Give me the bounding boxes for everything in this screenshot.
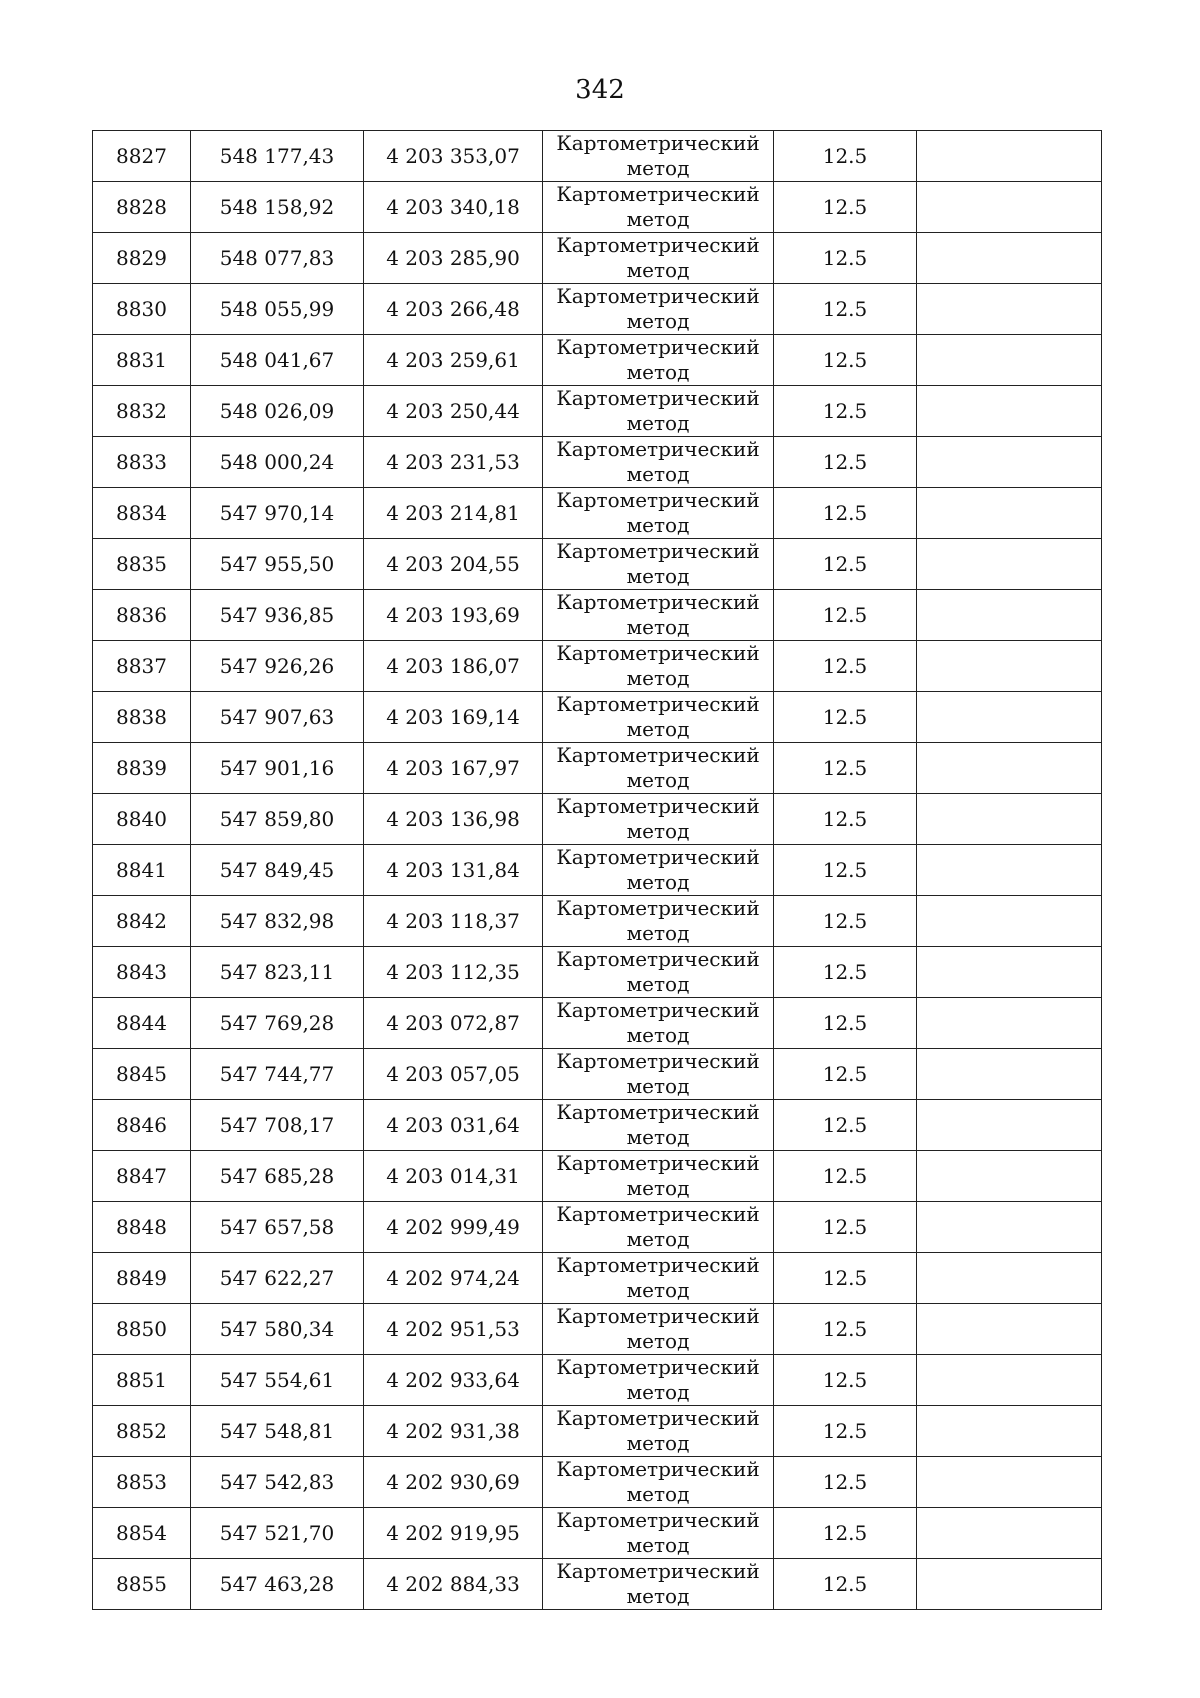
precision-value: 12.5 bbox=[822, 1521, 868, 1545]
table-row bbox=[93, 896, 1102, 947]
precision-value: 12.5 bbox=[822, 1266, 868, 1290]
precision-cell bbox=[774, 845, 917, 896]
note-cell bbox=[917, 488, 1102, 539]
y-coordinate-cell: 4 202 999,49 bbox=[364, 1202, 543, 1253]
method-label-line1: Картометрический bbox=[556, 1100, 760, 1124]
precision-value: 12.5 bbox=[822, 501, 868, 525]
method-label-line2: метод bbox=[626, 207, 690, 231]
precision-cell bbox=[774, 1508, 917, 1559]
method-label-line2: метод bbox=[626, 1584, 690, 1608]
method-cell bbox=[543, 1508, 774, 1559]
precision-cell bbox=[774, 692, 917, 743]
x-coordinate-cell: 547 901,16 bbox=[191, 743, 364, 794]
precision-cell bbox=[774, 182, 917, 233]
point-number-cell: 8844 bbox=[93, 998, 191, 1049]
precision-cell bbox=[774, 1355, 917, 1406]
method-cell bbox=[543, 1355, 774, 1406]
method-cell bbox=[543, 335, 774, 386]
method-label-line1: Картометрический bbox=[556, 386, 760, 410]
x-coordinate-cell: 547 685,28 bbox=[191, 1151, 364, 1202]
note-cell bbox=[917, 1355, 1102, 1406]
method-label-line2: метод bbox=[626, 1176, 690, 1200]
y-coordinate-cell: 4 203 259,61 bbox=[364, 335, 543, 386]
precision-cell bbox=[774, 233, 917, 284]
precision-value: 12.5 bbox=[822, 144, 868, 168]
precision-cell bbox=[774, 488, 917, 539]
y-coordinate-cell: 4 203 231,53 bbox=[364, 437, 543, 488]
x-coordinate-cell: 547 955,50 bbox=[191, 539, 364, 590]
method-label-line2: метод bbox=[626, 258, 690, 282]
table-row bbox=[93, 1304, 1102, 1355]
method-cell bbox=[543, 1406, 774, 1457]
x-coordinate-cell: 548 158,92 bbox=[191, 182, 364, 233]
precision-value: 12.5 bbox=[822, 654, 868, 678]
method-cell bbox=[543, 182, 774, 233]
precision-cell bbox=[774, 1049, 917, 1100]
x-coordinate-cell: 547 521,70 bbox=[191, 1508, 364, 1559]
precision-value: 12.5 bbox=[822, 1011, 868, 1035]
precision-cell bbox=[774, 1100, 917, 1151]
precision-value: 12.5 bbox=[822, 450, 868, 474]
method-cell bbox=[543, 947, 774, 998]
precision-value: 12.5 bbox=[822, 705, 868, 729]
precision-value: 12.5 bbox=[822, 1317, 868, 1341]
method-label-line2: метод bbox=[626, 615, 690, 639]
y-coordinate-cell: 4 203 112,35 bbox=[364, 947, 543, 998]
precision-cell bbox=[774, 641, 917, 692]
note-cell bbox=[917, 1100, 1102, 1151]
method-label-line2: метод bbox=[626, 666, 690, 690]
note-cell bbox=[917, 590, 1102, 641]
method-label-line1: Картометрический bbox=[556, 1406, 760, 1430]
method-label-line2: метод bbox=[626, 462, 690, 486]
coordinates-table bbox=[92, 130, 1102, 1610]
precision-cell bbox=[774, 131, 917, 182]
y-coordinate-cell: 4 203 118,37 bbox=[364, 896, 543, 947]
point-number-cell: 8850 bbox=[93, 1304, 191, 1355]
note-cell bbox=[917, 998, 1102, 1049]
x-coordinate-cell: 548 041,67 bbox=[191, 335, 364, 386]
method-label-line1: Картометрический bbox=[556, 284, 760, 308]
table-row bbox=[93, 1100, 1102, 1151]
method-label-line2: метод bbox=[626, 156, 690, 180]
point-number-cell: 8838 bbox=[93, 692, 191, 743]
method-cell bbox=[543, 233, 774, 284]
precision-value: 12.5 bbox=[822, 1572, 868, 1596]
precision-cell bbox=[774, 743, 917, 794]
y-coordinate-cell: 4 203 214,81 bbox=[364, 488, 543, 539]
method-label-line2: метод bbox=[626, 972, 690, 996]
point-number-cell: 8828 bbox=[93, 182, 191, 233]
method-label-line1: Картометрический bbox=[556, 182, 760, 206]
method-cell bbox=[543, 284, 774, 335]
point-number-cell: 8829 bbox=[93, 233, 191, 284]
point-number-cell: 8831 bbox=[93, 335, 191, 386]
x-coordinate-cell: 547 744,77 bbox=[191, 1049, 364, 1100]
table-row bbox=[93, 131, 1102, 182]
method-label-line1: Картометрический bbox=[556, 692, 760, 716]
y-coordinate-cell: 4 203 353,07 bbox=[364, 131, 543, 182]
y-coordinate-cell: 4 203 169,14 bbox=[364, 692, 543, 743]
y-coordinate-cell: 4 203 136,98 bbox=[364, 794, 543, 845]
precision-value: 12.5 bbox=[822, 348, 868, 372]
note-cell bbox=[917, 1304, 1102, 1355]
table-row bbox=[93, 743, 1102, 794]
note-cell bbox=[917, 845, 1102, 896]
method-cell bbox=[543, 539, 774, 590]
note-cell bbox=[917, 539, 1102, 590]
method-cell bbox=[543, 437, 774, 488]
point-number-cell: 8827 bbox=[93, 131, 191, 182]
method-label-line2: метод bbox=[626, 1329, 690, 1353]
method-label-line2: метод bbox=[626, 1074, 690, 1098]
x-coordinate-cell: 548 000,24 bbox=[191, 437, 364, 488]
method-cell bbox=[543, 896, 774, 947]
method-label-line2: метод bbox=[626, 1431, 690, 1455]
method-label-line1: Картометрический bbox=[556, 998, 760, 1022]
precision-value: 12.5 bbox=[822, 807, 868, 831]
note-cell bbox=[917, 794, 1102, 845]
note-cell bbox=[917, 1202, 1102, 1253]
precision-cell bbox=[774, 794, 917, 845]
method-label-line1: Картометрический bbox=[556, 131, 760, 155]
precision-cell bbox=[774, 1304, 917, 1355]
table-row bbox=[93, 1151, 1102, 1202]
y-coordinate-cell: 4 203 057,05 bbox=[364, 1049, 543, 1100]
x-coordinate-cell: 547 859,80 bbox=[191, 794, 364, 845]
table-row bbox=[93, 539, 1102, 590]
note-cell bbox=[917, 335, 1102, 386]
precision-value: 12.5 bbox=[822, 756, 868, 780]
y-coordinate-cell: 4 203 072,87 bbox=[364, 998, 543, 1049]
precision-cell bbox=[774, 386, 917, 437]
method-cell bbox=[543, 998, 774, 1049]
precision-value: 12.5 bbox=[822, 195, 868, 219]
method-label-line1: Картометрический bbox=[556, 1304, 760, 1328]
method-label-line2: метод bbox=[626, 1023, 690, 1047]
table-row bbox=[93, 845, 1102, 896]
note-cell bbox=[917, 1457, 1102, 1508]
point-number-cell: 8853 bbox=[93, 1457, 191, 1508]
method-cell bbox=[543, 1304, 774, 1355]
precision-cell bbox=[774, 1457, 917, 1508]
table-row bbox=[93, 1406, 1102, 1457]
method-cell bbox=[543, 1559, 774, 1610]
precision-cell bbox=[774, 1202, 917, 1253]
x-coordinate-cell: 547 554,61 bbox=[191, 1355, 364, 1406]
point-number-cell: 8851 bbox=[93, 1355, 191, 1406]
method-label-line2: метод bbox=[626, 513, 690, 537]
table-row bbox=[93, 1049, 1102, 1100]
method-cell bbox=[543, 1457, 774, 1508]
y-coordinate-cell: 4 202 919,95 bbox=[364, 1508, 543, 1559]
point-number-cell: 8852 bbox=[93, 1406, 191, 1457]
method-label-line1: Картометрический bbox=[556, 1049, 760, 1073]
table-row bbox=[93, 692, 1102, 743]
method-label-line2: метод bbox=[626, 1482, 690, 1506]
x-coordinate-cell: 547 622,27 bbox=[191, 1253, 364, 1304]
y-coordinate-cell: 4 203 131,84 bbox=[364, 845, 543, 896]
method-label-line1: Картометрический bbox=[556, 1457, 760, 1481]
method-label-line2: метод bbox=[626, 1278, 690, 1302]
point-number-cell: 8841 bbox=[93, 845, 191, 896]
y-coordinate-cell: 4 203 204,55 bbox=[364, 539, 543, 590]
point-number-cell: 8854 bbox=[93, 1508, 191, 1559]
method-label-line1: Картометрический bbox=[556, 1355, 760, 1379]
table-row bbox=[93, 998, 1102, 1049]
page-number: 342 bbox=[575, 75, 625, 105]
precision-value: 12.5 bbox=[822, 858, 868, 882]
x-coordinate-cell: 547 823,11 bbox=[191, 947, 364, 998]
note-cell bbox=[917, 284, 1102, 335]
point-number-cell: 8848 bbox=[93, 1202, 191, 1253]
note-cell bbox=[917, 1559, 1102, 1610]
note-cell bbox=[917, 641, 1102, 692]
method-cell bbox=[543, 1151, 774, 1202]
point-number-cell: 8846 bbox=[93, 1100, 191, 1151]
note-cell bbox=[917, 947, 1102, 998]
table-row bbox=[93, 590, 1102, 641]
precision-value: 12.5 bbox=[822, 552, 868, 576]
precision-cell bbox=[774, 590, 917, 641]
x-coordinate-cell: 547 907,63 bbox=[191, 692, 364, 743]
y-coordinate-cell: 4 203 266,48 bbox=[364, 284, 543, 335]
point-number-cell: 8855 bbox=[93, 1559, 191, 1610]
point-number-cell: 8847 bbox=[93, 1151, 191, 1202]
y-coordinate-cell: 4 202 951,53 bbox=[364, 1304, 543, 1355]
y-coordinate-cell: 4 203 031,64 bbox=[364, 1100, 543, 1151]
method-label-line2: метод bbox=[626, 1533, 690, 1557]
point-number-cell: 8832 bbox=[93, 386, 191, 437]
method-cell bbox=[543, 1253, 774, 1304]
table-row bbox=[93, 947, 1102, 998]
method-label-line2: метод bbox=[626, 819, 690, 843]
note-cell bbox=[917, 233, 1102, 284]
table-row bbox=[93, 233, 1102, 284]
method-label-line1: Картометрический bbox=[556, 590, 760, 614]
method-label-line2: метод bbox=[626, 1380, 690, 1404]
table-row bbox=[93, 1457, 1102, 1508]
note-cell bbox=[917, 386, 1102, 437]
point-number-cell: 8837 bbox=[93, 641, 191, 692]
table-row bbox=[93, 1559, 1102, 1610]
method-label-line2: метод bbox=[626, 870, 690, 894]
method-cell bbox=[543, 590, 774, 641]
table-row bbox=[93, 641, 1102, 692]
y-coordinate-cell: 4 203 014,31 bbox=[364, 1151, 543, 1202]
x-coordinate-cell: 547 849,45 bbox=[191, 845, 364, 896]
method-label-line1: Картометрический bbox=[556, 488, 760, 512]
method-label-line1: Картометрический bbox=[556, 947, 760, 971]
precision-value: 12.5 bbox=[822, 1215, 868, 1239]
note-cell bbox=[917, 437, 1102, 488]
precision-cell bbox=[774, 998, 917, 1049]
x-coordinate-cell: 548 177,43 bbox=[191, 131, 364, 182]
method-cell bbox=[543, 641, 774, 692]
point-number-cell: 8839 bbox=[93, 743, 191, 794]
method-label-line2: метод bbox=[626, 564, 690, 588]
method-label-line2: метод bbox=[626, 1125, 690, 1149]
method-cell bbox=[543, 794, 774, 845]
y-coordinate-cell: 4 202 931,38 bbox=[364, 1406, 543, 1457]
precision-cell bbox=[774, 539, 917, 590]
table-row bbox=[93, 386, 1102, 437]
method-label-line1: Картометрический bbox=[556, 1151, 760, 1175]
method-label-line1: Картометрический bbox=[556, 896, 760, 920]
note-cell bbox=[917, 1151, 1102, 1202]
table-row bbox=[93, 488, 1102, 539]
y-coordinate-cell: 4 203 250,44 bbox=[364, 386, 543, 437]
method-label-line1: Картометрический bbox=[556, 335, 760, 359]
point-number-cell: 8843 bbox=[93, 947, 191, 998]
x-coordinate-cell: 547 463,28 bbox=[191, 1559, 364, 1610]
point-number-cell: 8833 bbox=[93, 437, 191, 488]
y-coordinate-cell: 4 203 167,97 bbox=[364, 743, 543, 794]
note-cell bbox=[917, 1049, 1102, 1100]
precision-value: 12.5 bbox=[822, 1062, 868, 1086]
point-number-cell: 8849 bbox=[93, 1253, 191, 1304]
x-coordinate-cell: 547 926,26 bbox=[191, 641, 364, 692]
precision-cell bbox=[774, 284, 917, 335]
method-label-line1: Картометрический bbox=[556, 1559, 760, 1583]
table-row bbox=[93, 437, 1102, 488]
table-row bbox=[93, 1202, 1102, 1253]
method-label-line1: Картометрический bbox=[556, 1202, 760, 1226]
method-cell bbox=[543, 692, 774, 743]
method-label-line2: метод bbox=[626, 309, 690, 333]
y-coordinate-cell: 4 202 933,64 bbox=[364, 1355, 543, 1406]
precision-value: 12.5 bbox=[822, 1113, 868, 1137]
x-coordinate-cell: 547 769,28 bbox=[191, 998, 364, 1049]
method-label-line1: Картометрический bbox=[556, 233, 760, 257]
note-cell bbox=[917, 1508, 1102, 1559]
method-cell bbox=[543, 845, 774, 896]
y-coordinate-cell: 4 203 193,69 bbox=[364, 590, 543, 641]
table-row bbox=[93, 1355, 1102, 1406]
method-cell bbox=[543, 131, 774, 182]
table-row bbox=[93, 335, 1102, 386]
note-cell bbox=[917, 182, 1102, 233]
method-cell bbox=[543, 1202, 774, 1253]
method-cell bbox=[543, 386, 774, 437]
precision-cell bbox=[774, 437, 917, 488]
method-label-line2: метод bbox=[626, 1227, 690, 1251]
method-label-line1: Картометрический bbox=[556, 794, 760, 818]
x-coordinate-cell: 547 832,98 bbox=[191, 896, 364, 947]
point-number-cell: 8840 bbox=[93, 794, 191, 845]
x-coordinate-cell: 548 077,83 bbox=[191, 233, 364, 284]
note-cell bbox=[917, 743, 1102, 794]
precision-cell bbox=[774, 1559, 917, 1610]
method-label-line1: Картометрический bbox=[556, 437, 760, 461]
precision-value: 12.5 bbox=[822, 1470, 868, 1494]
precision-value: 12.5 bbox=[822, 1419, 868, 1443]
point-number-cell: 8836 bbox=[93, 590, 191, 641]
x-coordinate-cell: 547 548,81 bbox=[191, 1406, 364, 1457]
x-coordinate-cell: 547 708,17 bbox=[191, 1100, 364, 1151]
method-label-line1: Картометрический bbox=[556, 641, 760, 665]
method-label-line1: Картометрический bbox=[556, 1508, 760, 1532]
method-label-line2: метод bbox=[626, 921, 690, 945]
table-row bbox=[93, 182, 1102, 233]
note-cell bbox=[917, 896, 1102, 947]
method-cell bbox=[543, 488, 774, 539]
method-label-line1: Картометрический bbox=[556, 845, 760, 869]
method-label-line1: Картометрический bbox=[556, 539, 760, 563]
x-coordinate-cell: 547 936,85 bbox=[191, 590, 364, 641]
y-coordinate-cell: 4 203 340,18 bbox=[364, 182, 543, 233]
x-coordinate-cell: 547 657,58 bbox=[191, 1202, 364, 1253]
note-cell bbox=[917, 131, 1102, 182]
precision-cell bbox=[774, 1253, 917, 1304]
precision-value: 12.5 bbox=[822, 909, 868, 933]
point-number-cell: 8845 bbox=[93, 1049, 191, 1100]
coordinates-table-body bbox=[93, 131, 1102, 1610]
point-number-cell: 8835 bbox=[93, 539, 191, 590]
precision-value: 12.5 bbox=[822, 399, 868, 423]
precision-cell bbox=[774, 896, 917, 947]
precision-cell bbox=[774, 947, 917, 998]
x-coordinate-cell: 547 542,83 bbox=[191, 1457, 364, 1508]
precision-value: 12.5 bbox=[822, 603, 868, 627]
method-cell bbox=[543, 1049, 774, 1100]
y-coordinate-cell: 4 202 974,24 bbox=[364, 1253, 543, 1304]
method-label-line2: метод bbox=[626, 411, 690, 435]
method-label-line2: метод bbox=[626, 768, 690, 792]
method-label-line1: Картометрический bbox=[556, 1253, 760, 1277]
x-coordinate-cell: 547 580,34 bbox=[191, 1304, 364, 1355]
method-label-line2: метод bbox=[626, 717, 690, 741]
precision-cell bbox=[774, 1406, 917, 1457]
note-cell bbox=[917, 1406, 1102, 1457]
y-coordinate-cell: 4 203 285,90 bbox=[364, 233, 543, 284]
precision-cell bbox=[774, 335, 917, 386]
precision-cell bbox=[774, 1151, 917, 1202]
table-row bbox=[93, 1508, 1102, 1559]
y-coordinate-cell: 4 202 930,69 bbox=[364, 1457, 543, 1508]
point-number-cell: 8842 bbox=[93, 896, 191, 947]
precision-value: 12.5 bbox=[822, 246, 868, 270]
table-row bbox=[93, 284, 1102, 335]
y-coordinate-cell: 4 203 186,07 bbox=[364, 641, 543, 692]
method-label-line2: метод bbox=[626, 360, 690, 384]
table-row bbox=[93, 794, 1102, 845]
precision-value: 12.5 bbox=[822, 960, 868, 984]
precision-value: 12.5 bbox=[822, 297, 868, 321]
note-cell bbox=[917, 692, 1102, 743]
table-row bbox=[93, 1253, 1102, 1304]
method-cell bbox=[543, 1100, 774, 1151]
method-label-line1: Картометрический bbox=[556, 743, 760, 767]
x-coordinate-cell: 548 026,09 bbox=[191, 386, 364, 437]
y-coordinate-cell: 4 202 884,33 bbox=[364, 1559, 543, 1610]
point-number-cell: 8834 bbox=[93, 488, 191, 539]
point-number-cell: 8830 bbox=[93, 284, 191, 335]
precision-value: 12.5 bbox=[822, 1368, 868, 1392]
x-coordinate-cell: 547 970,14 bbox=[191, 488, 364, 539]
note-cell bbox=[917, 1253, 1102, 1304]
x-coordinate-cell: 548 055,99 bbox=[191, 284, 364, 335]
precision-value: 12.5 bbox=[822, 1164, 868, 1188]
method-cell bbox=[543, 743, 774, 794]
